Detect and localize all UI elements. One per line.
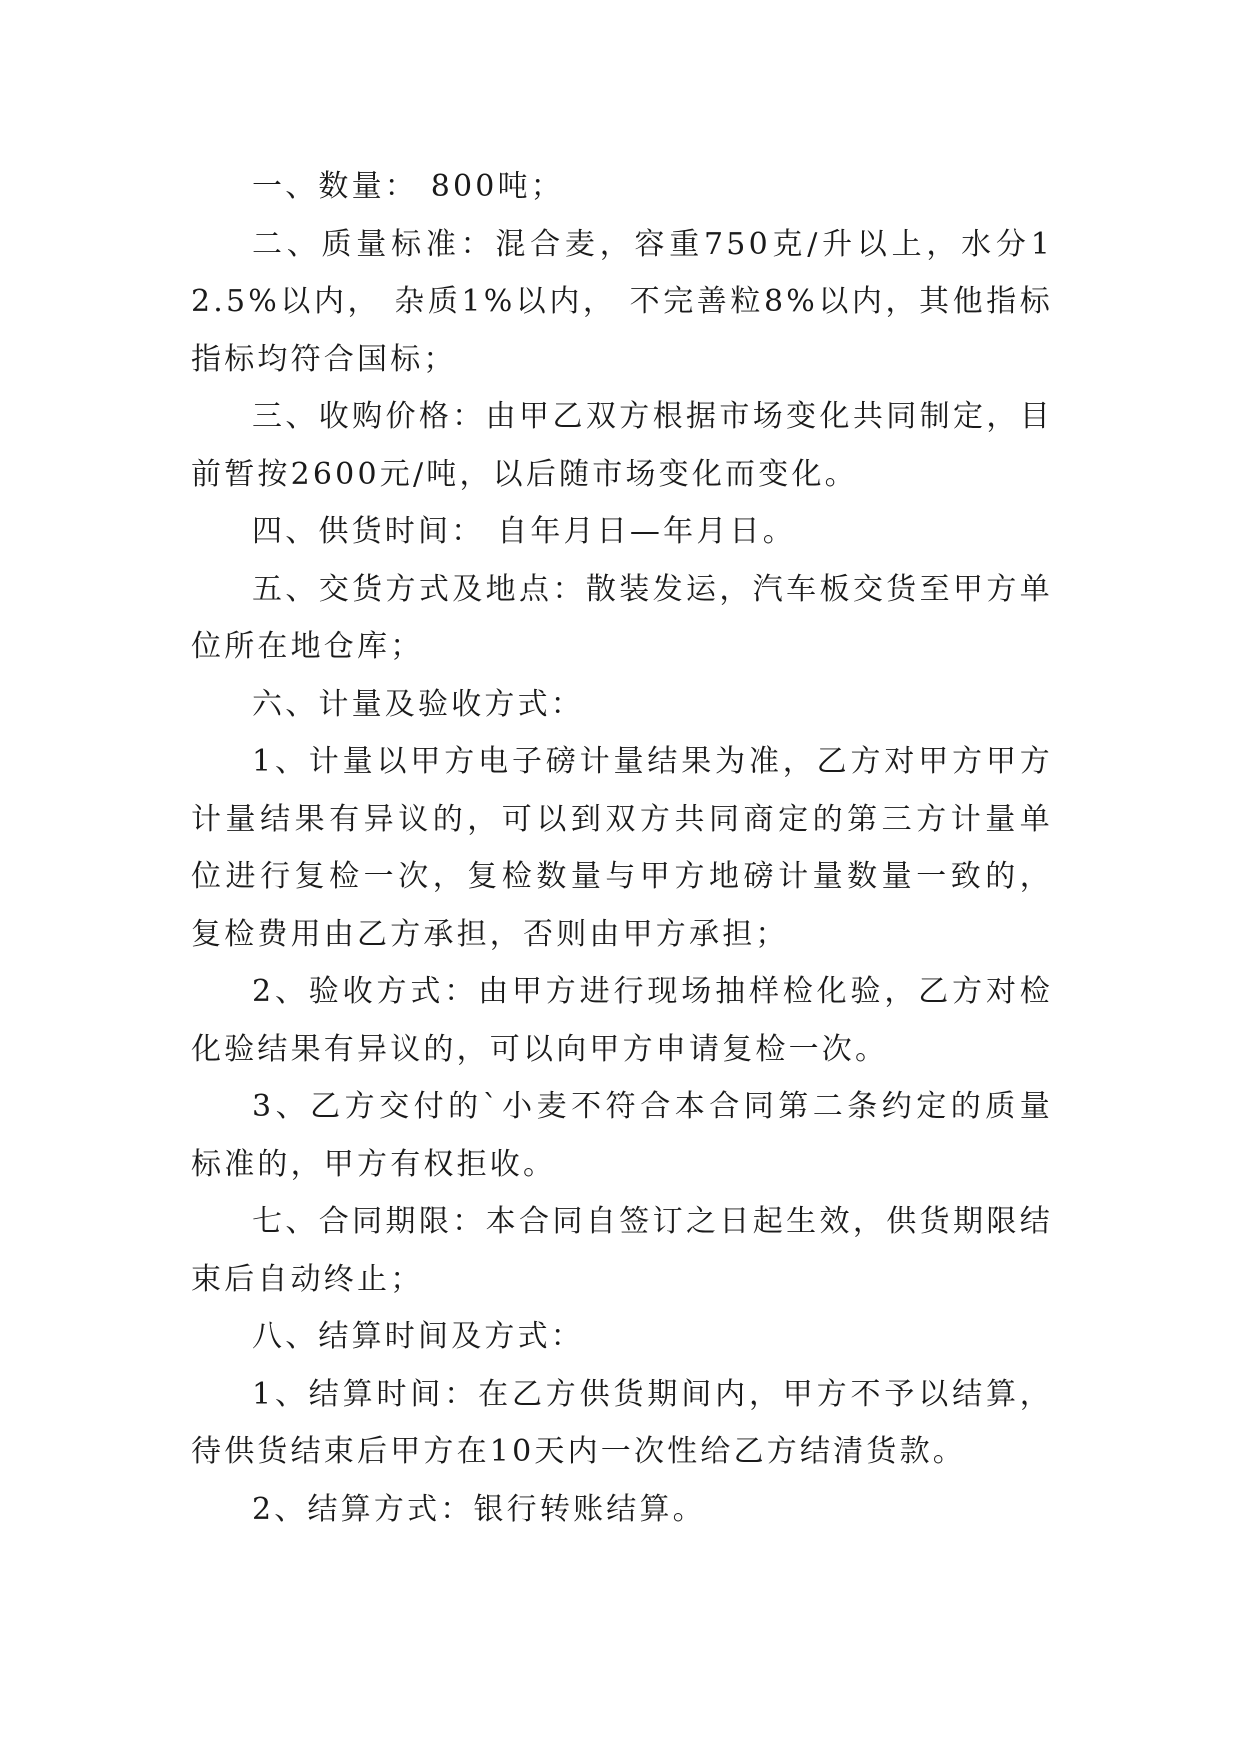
- clause-quality-standard: 二、质量标准：混合麦，容重750克/升以上，水分12.5%以内， 杂质1%以内， 不完善粒8%以内，其他指标指标均符合国标；: [191, 226, 1053, 377]
- clause-quantity: 一、数量： 800吨；: [252, 169, 564, 204]
- clause-measurement-item-2: 2、验收方式：由甲方进行现场抽样检化验，乙方对检化验结果有异议的，可以向甲方申请复检一次。: [191, 974, 1053, 1067]
- clause-measurement-heading: 六、计量及验收方式：: [252, 686, 584, 722]
- clause-measurement-item-3: 3、乙方交付的`小麦不符合本合同第二条约定的质量标准的，甲方有权拒收。: [191, 1089, 1053, 1182]
- clause-purchase-price: 三、收购价格：由甲乙双方根据市场变化共同制定，目前暂按2600元/吨，以后随市场变化而变化。: [191, 399, 1053, 492]
- clause-measurement-item-1: 1、计量以甲方电子磅计量结果为准，乙方对甲方甲方计量结果有异议的，可以到双方共同商定的第三方计量单位进行复检一次，复检数量与甲方地磅计量数量一致的，复检费用由乙方承担，否则由甲方承担；: [191, 744, 1053, 952]
- clause-contract-term: 七、合同期限：本合同自签订之日起生效，供货期限结束后自动终止；: [191, 1204, 1053, 1297]
- document-body: [191, 158, 1053, 1538]
- clause-settlement-heading: 八、结算时间及方式：: [252, 1319, 584, 1354]
- clause-settlement-item-2: 2、结算方式：银行转账结算。: [252, 1491, 706, 1527]
- clause-settlement-item-1: 1、结算时间：在乙方供货期间内，甲方不予以结算，待供货结束后甲方在10天内一次性给乙方结清货款。: [191, 1376, 1053, 1469]
- clause-delivery-method: 五、交货方式及地点：散装发运，汽车板交货至甲方单位所在地仓库；: [191, 571, 1053, 664]
- clause-supply-time: 四、供货时间： 自年月日—年月日。: [252, 514, 796, 549]
